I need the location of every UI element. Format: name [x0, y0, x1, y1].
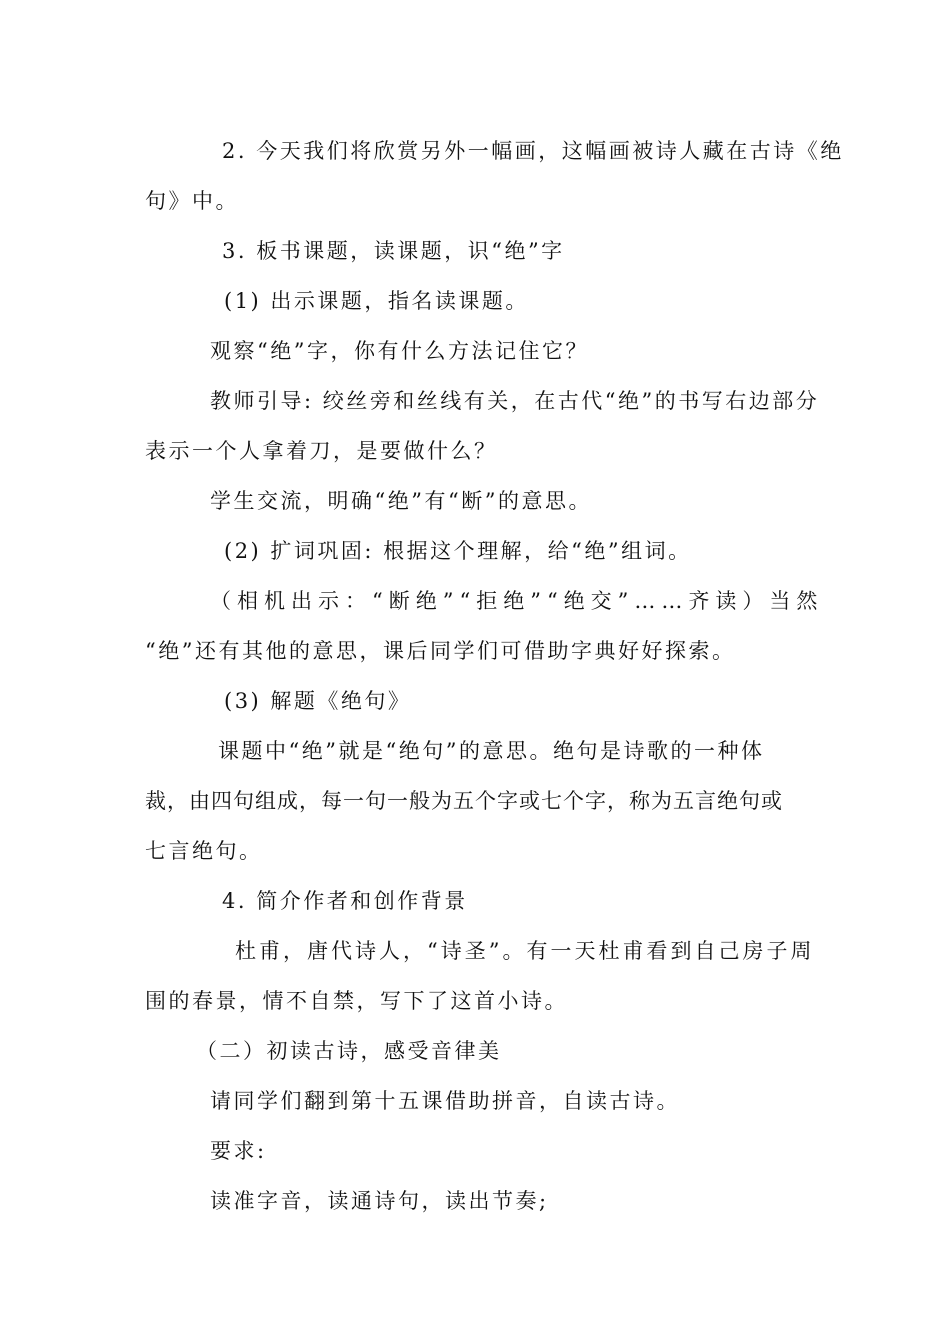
paragraph-line: 学生交流，明确“绝”有“断”的意思。	[210, 489, 592, 513]
paragraph-line: 句》中。	[145, 189, 239, 213]
section-heading: 4. 简介作者和创作背景	[222, 889, 468, 913]
paragraph-line: 教师引导: 绞丝旁和丝线有关，在古代“绝”的书写右边部分	[210, 389, 820, 413]
paragraph-line: 裁，由四句组成，每一句一般为五个字或七个字，称为五言绝句或	[145, 789, 783, 813]
paragraph-line: 观察“绝”字，你有什么方法记住它？	[210, 339, 589, 363]
paragraph-line: 2. 今天我们将欣赏另外一幅画，这幅画被诗人藏在古诗《绝	[222, 139, 844, 163]
paragraph-line: 七言绝句。	[145, 839, 263, 863]
paragraph-line: 围的春景，情不自禁，写下了这首小诗。	[145, 989, 568, 1013]
section-heading: （二）初读古诗，感受音律美	[196, 1039, 502, 1063]
paragraph-line: 杜甫，唐代诗人，“诗圣”。有一天杜甫看到自己房子周	[235, 939, 815, 963]
paragraph-line: （相机出示：“断绝”“拒绝”“绝交”……齐读）当然	[210, 589, 824, 613]
subsection-heading: (3) 解题《绝句》	[224, 689, 412, 713]
paragraph-line: 要求:	[210, 1139, 267, 1163]
paragraph-line: 请同学们翻到第十五课借助拼音，自读古诗。	[210, 1089, 680, 1113]
subsection-heading: (2) 扩词巩固: 根据这个理解，给“绝”组词。	[224, 539, 692, 563]
paragraph-line: 表示一个人拿着刀，是要做什么？	[145, 439, 498, 463]
section-heading: 3. 板书课题，读课题，识“绝”字	[222, 239, 565, 263]
paragraph-line: 读准字音，读通诗句，读出节奏;	[210, 1189, 549, 1213]
paragraph-line: “绝”还有其他的意思，课后同学们可借助字典好好探索。	[145, 639, 736, 663]
paragraph-line: 课题中“绝”就是“绝句”的意思。绝句是诗歌的一种体	[218, 739, 765, 763]
subsection-heading: (1) 出示课题，指名读课题。	[224, 289, 529, 313]
